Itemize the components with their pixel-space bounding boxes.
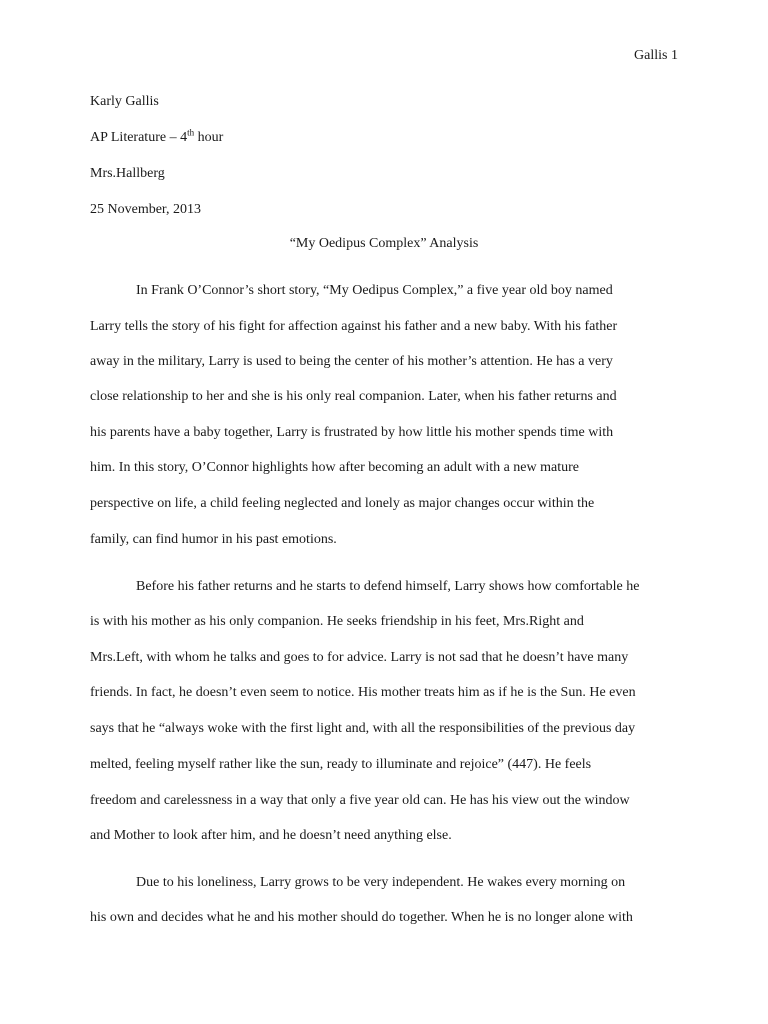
- paragraph-2-line: Mrs.Left, with whom he talks and goes to for advice. Larry is not sad that he doesn’t have many: [90, 650, 629, 665]
- course-prefix: AP Literature – 4: [90, 130, 188, 145]
- running-head: Gallis 1: [634, 48, 678, 63]
- paragraph-2-line: melted, feeling myself rather like the sun, ready to illuminate and rejoice” (447). He feels: [90, 757, 592, 772]
- paragraph-1-line: perspective on life, a child feeling neglected and lonely as major changes occur within the: [90, 496, 595, 511]
- course-superscript: th: [187, 127, 195, 138]
- paragraph-3-line: Due to his loneliness, Larry grows to be very independent. He wakes every morning on: [136, 875, 626, 890]
- paragraph-2-line: says that he “always woke with the first light and, with all the responsibilities of the previous day: [90, 721, 636, 736]
- paragraph-1-line: family, can find humor in his past emotions.: [90, 532, 337, 547]
- paragraph-1-line: him. In this story, O’Connor highlights how after becoming an adult with a new mature: [90, 460, 580, 475]
- paragraph-2-line: is with his mother as his only companion. He seeks friendship in his feet, Mrs.Right and: [90, 614, 584, 629]
- paragraph-1-line: Larry tells the story of his fight for affection against his father and a new baby. With his father: [90, 319, 618, 334]
- paragraph-2-line: friends. In fact, he doesn’t even seem to notice. His mother treats him as if he is the Sun. He even: [90, 685, 636, 700]
- paragraph-1-line: In Frank O’Connor’s short story, “My Oedipus Complex,” a five year old boy named: [136, 283, 613, 298]
- teacher-name: Mrs.Hallberg: [90, 166, 165, 181]
- paragraph-3-line: his own and decides what he and his mother should do together. When he is no longer alone with: [90, 910, 633, 925]
- course-suffix: hour: [194, 130, 224, 145]
- paragraph-1-line: close relationship to her and she is his only real companion. Later, when his father returns and: [90, 389, 617, 404]
- essay-title: “My Oedipus Complex” Analysis: [289, 236, 479, 251]
- author-name: Karly Gallis: [90, 94, 159, 109]
- paragraph-1-line: away in the military, Larry is used to being the center of his mother’s attention. He has a very: [90, 354, 613, 369]
- paragraph-2-line: and Mother to look after him, and he doesn’t need anything else.: [90, 828, 452, 843]
- paragraph-1-line: his parents have a baby together, Larry is frustrated by how little his mother spends time with: [90, 425, 614, 440]
- paragraph-2-line: Before his father returns and he starts to defend himself, Larry shows how comfortable he: [136, 579, 640, 594]
- course-line: [90, 128, 223, 148]
- paragraph-2-line: freedom and carelessness in a way that only a five year old can. He has his view out the window: [90, 793, 630, 808]
- document-date: 25 November, 2013: [90, 202, 202, 217]
